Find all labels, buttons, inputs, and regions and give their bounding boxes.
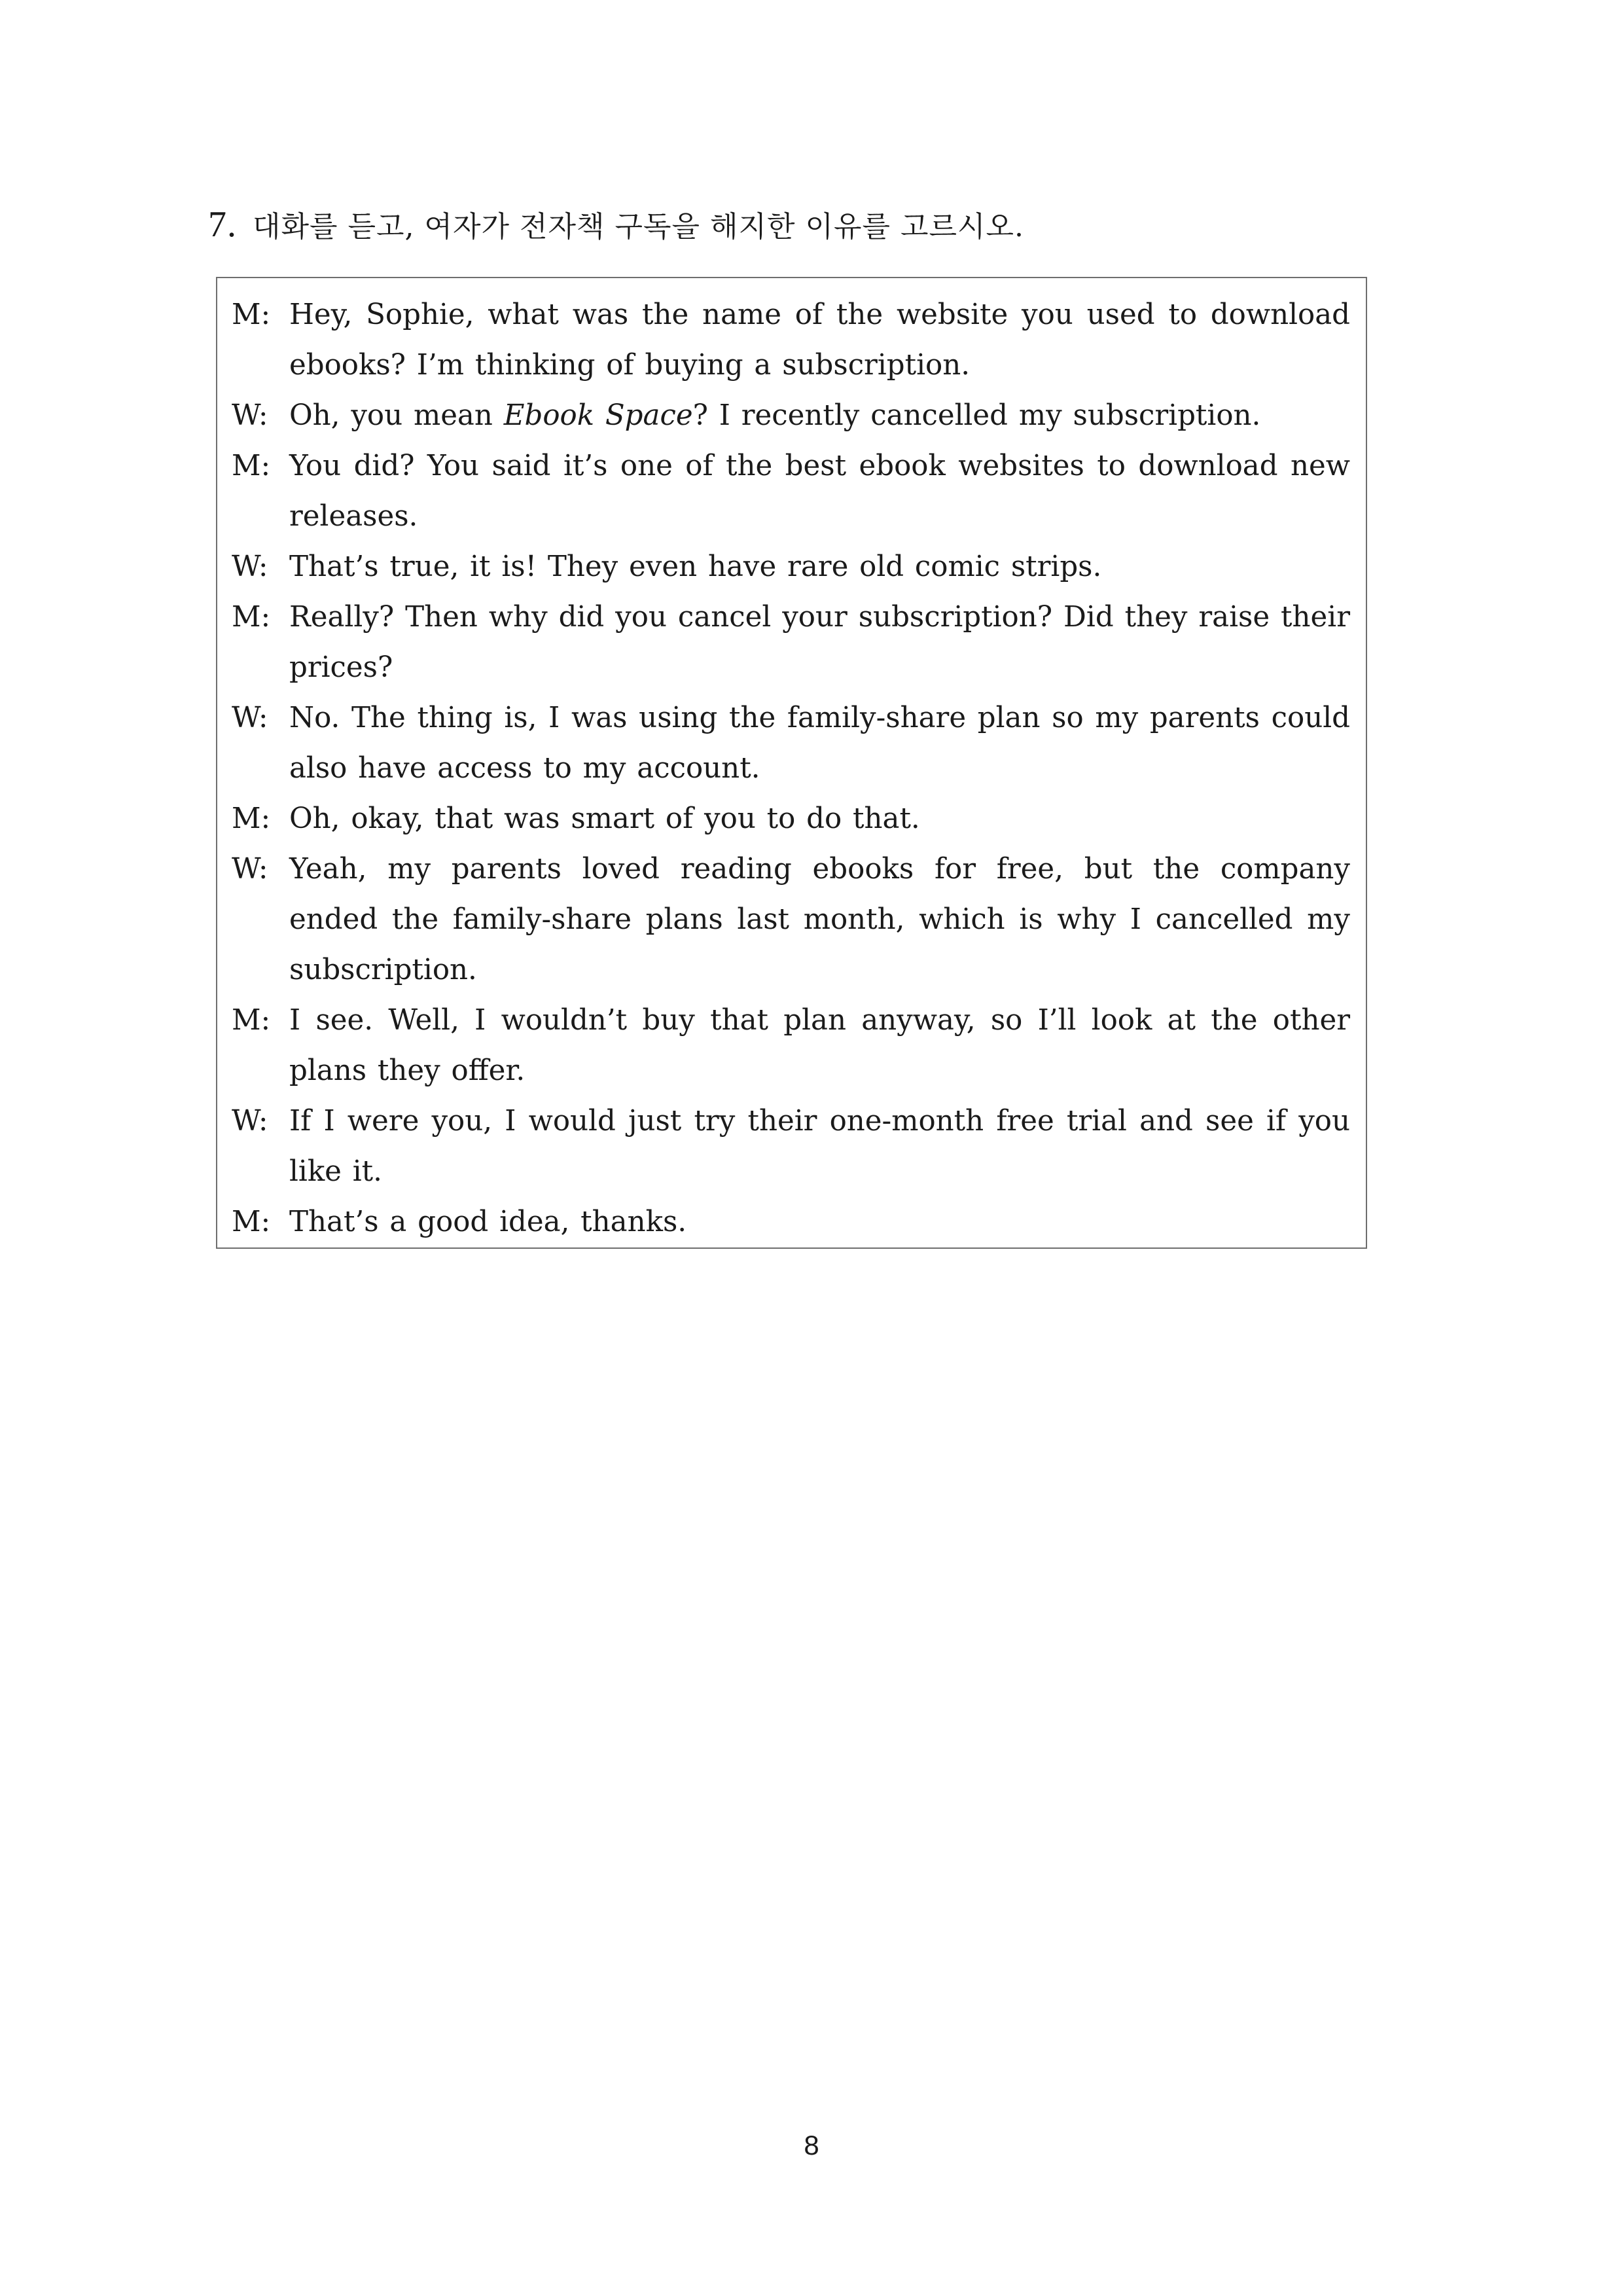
dialogue-line xyxy=(232,1197,1350,1247)
speaker-label: M: xyxy=(232,802,271,835)
dialogue-line xyxy=(232,441,1350,542)
utterance-text-after: ? I recently cancelled my subscription. xyxy=(692,399,1261,432)
dialogue-line xyxy=(232,1096,1350,1197)
speaker-label: M: xyxy=(232,298,271,331)
question-prompt: 대화를 듣고, 여자가 전자책 구독을 해지한 이유를 고르시오. xyxy=(253,210,1024,243)
utterance-text: Really? Then why did you cancel your subscription? Did they raise their prices? xyxy=(289,601,1350,684)
utterance-text: No. The thing is, I was using the family-share plan so my parents could also have access to my account. xyxy=(289,702,1350,785)
speaker-label: M: xyxy=(232,450,271,482)
speaker-label: M: xyxy=(232,1206,271,1238)
utterance-text: Yeah, my parents loved reading ebooks for free, but the company ended the family-share plans last month, which is why I cancelled my subscription. xyxy=(289,853,1350,986)
utterance-text: I see. Well, I wouldn’t buy that plan anyway, so I’ll look at the other plans they offer. xyxy=(289,1004,1350,1087)
speaker-label: W: xyxy=(232,1105,268,1138)
dialogue-line xyxy=(232,794,1350,844)
speaker-label: W: xyxy=(232,853,268,886)
speaker-label: M: xyxy=(232,1004,271,1037)
utterance-text-before: Oh, you mean xyxy=(289,399,504,432)
dialogue-script-box xyxy=(216,277,1367,1249)
speaker-label: M: xyxy=(232,601,271,634)
utterance-text: Oh, okay, that was smart of you to do that. xyxy=(289,802,920,835)
speaker-label: W: xyxy=(232,399,268,432)
dialogue-line xyxy=(232,844,1350,996)
dialogue-line xyxy=(232,592,1350,693)
speaker-label: W: xyxy=(232,702,268,734)
utterance-text: If I were you, I would just try their one-month free trial and see if you like it. xyxy=(289,1105,1350,1188)
utterance-text: That’s a good idea, thanks. xyxy=(289,1206,687,1238)
question-heading xyxy=(208,203,1024,255)
dialogue-line xyxy=(232,542,1350,592)
utterance-text: Hey, Sophie, what was the name of the website you used to download ebooks? I’m thinking of buying a subscription. xyxy=(289,298,1350,382)
question-number: 7. xyxy=(208,204,237,245)
website-title: Ebook Space xyxy=(503,399,693,432)
speaker-label: W: xyxy=(232,550,268,583)
utterance-text: That’s true, it is! They even have rare old comic strips. xyxy=(289,550,1102,583)
dialogue-line xyxy=(232,290,1350,391)
utterance-text xyxy=(289,391,1350,441)
utterance-text: You did? You said it’s one of the best ebook websites to download new releases. xyxy=(289,450,1350,533)
dialogue-line xyxy=(232,391,1350,441)
dialogue-line xyxy=(232,693,1350,794)
page-number: 8 xyxy=(804,2130,819,2161)
dialogue-line xyxy=(232,996,1350,1096)
